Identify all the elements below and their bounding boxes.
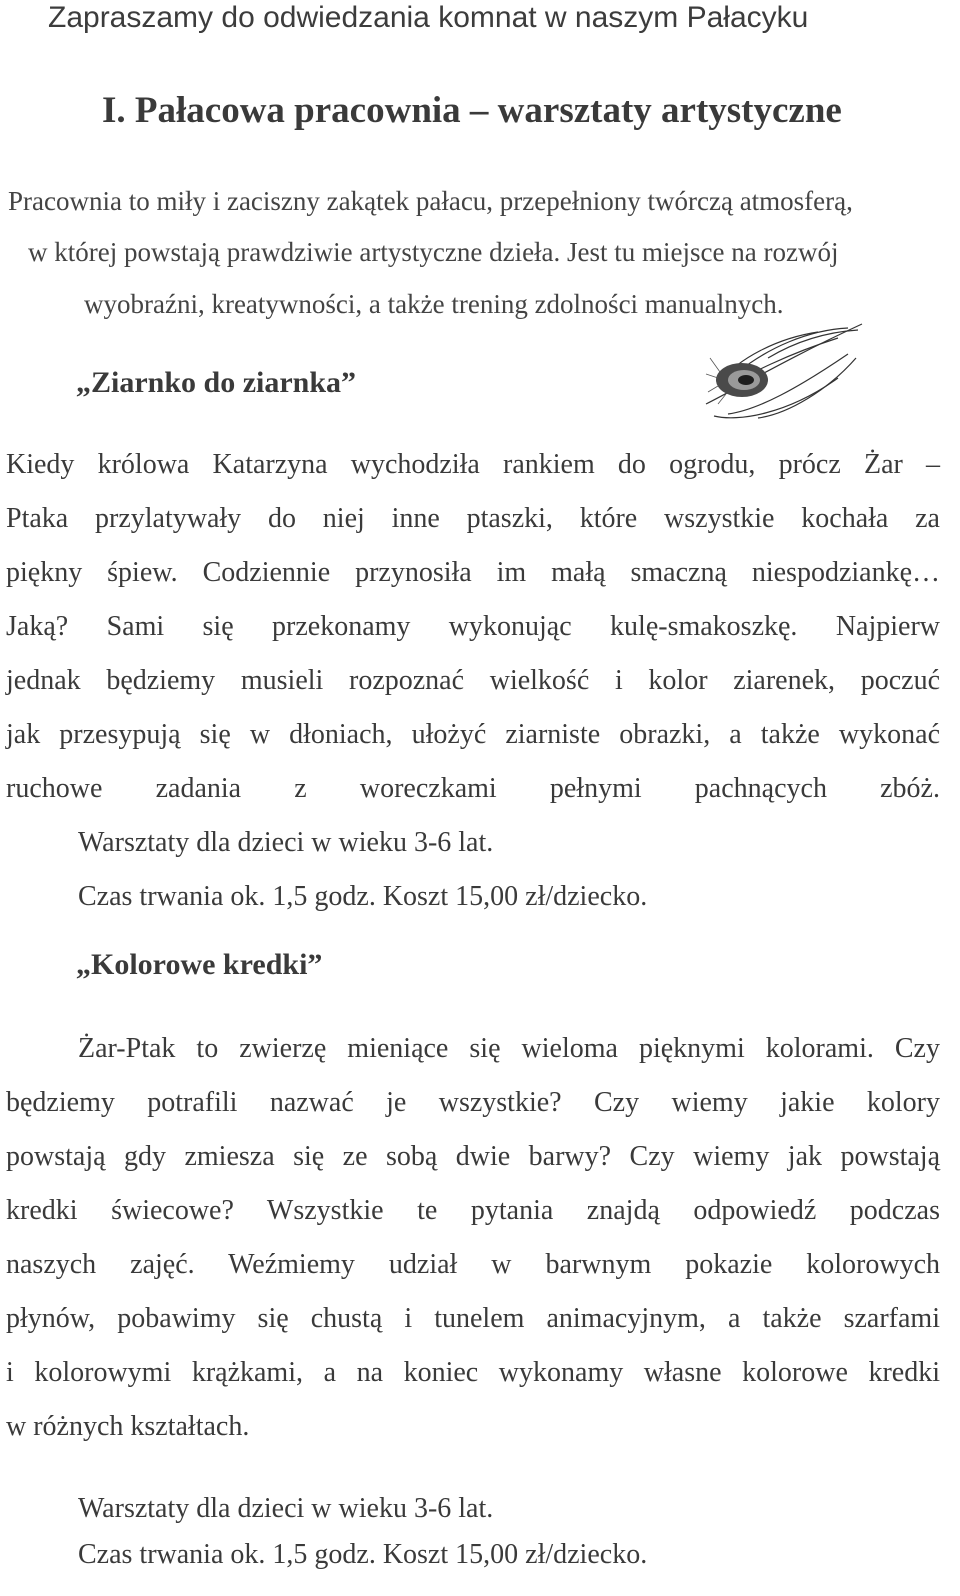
paragraph-line: będziemy potrafili nazwać je wszystkie? Czy wiemy jakie kolory [6, 1087, 940, 1118]
page-heading: Zapraszamy do odwiedzania komnat w naszym Pałacyku [48, 1, 809, 34]
peacock-feather-icon [698, 318, 868, 428]
workshop-title: „Ziarnko do ziarnka” [76, 366, 357, 399]
paragraph-line: Żar-Ptak to zwierzę mieniące się wieloma pięknymi kolorami. Czy [78, 1033, 940, 1064]
paragraph-line: jak przesypują się w dłoniach, ułożyć ziarniste obrazki, a także wykonać [6, 719, 940, 750]
intro-line: w której powstają prawdziwie artystyczne dzieła. Jest tu miejsce na rozwój [28, 237, 839, 267]
age-info: Warsztaty dla dzieci w wieku 3-6 lat. [78, 1493, 494, 1524]
intro-line: Pracownia to miły i zaciszny zakątek pałacu, przepełniony twórczą atmosferą, [8, 186, 853, 216]
duration-info: Czas trwania ok. 1,5 godz. Koszt 15,00 zł/dziecko. [78, 881, 648, 912]
duration-info: Czas trwania ok. 1,5 godz. Koszt 15,00 zł/dziecko. [78, 1539, 648, 1570]
paragraph-line: jednak będziemy musieli rozpoznać wielkość i kolor ziarenek, poczuć [6, 665, 940, 696]
paragraph-line: płynów, pobawimy się chustą i tunelem animacyjnym, a także szarfami [6, 1303, 940, 1334]
paragraph-line: piękny śpiew. Codziennie przynosiła im małą smaczną niespodziankę… [6, 557, 940, 588]
paragraph-line: ruchowe zadania z woreczkami pełnymi pachnących zbóż. [6, 773, 940, 804]
paragraph-line: Jaką? Sami się przekonamy wykonując kulę-smakoszkę. Najpierw [6, 611, 940, 642]
intro-line: wyobraźni, kreatywności, a także trening zdolności manualnych. [84, 289, 784, 319]
paragraph-line: Kiedy królowa Katarzyna wychodziła rankiem do ogrodu, prócz Żar – [6, 449, 940, 480]
paragraph-line: i kolorowymi krążkami, a na koniec wykonamy własne kolorowe kredki [6, 1357, 940, 1388]
paragraph-line: Ptaka przylatywały do niej inne ptaszki, które wszystkie kochała za [6, 503, 940, 534]
age-info: Warsztaty dla dzieci w wieku 3-6 lat. [78, 827, 494, 858]
paragraph-line: kredki świecowe? Wszystkie te pytania znajdą odpowiedź podczas [6, 1195, 940, 1226]
paragraph-line: w różnych kształtach. [6, 1411, 250, 1442]
section-title: I. Pałacowa pracownia – warsztaty artystyczne [102, 90, 842, 131]
paragraph-line: naszych zajęć. Weźmiemy udział w barwnym pokazie kolorowych [6, 1249, 940, 1280]
paragraph-line: powstają gdy zmiesza się ze sobą dwie barwy? Czy wiemy jak powstają [6, 1141, 940, 1172]
workshop-title: „Kolorowe kredki” [76, 948, 323, 981]
